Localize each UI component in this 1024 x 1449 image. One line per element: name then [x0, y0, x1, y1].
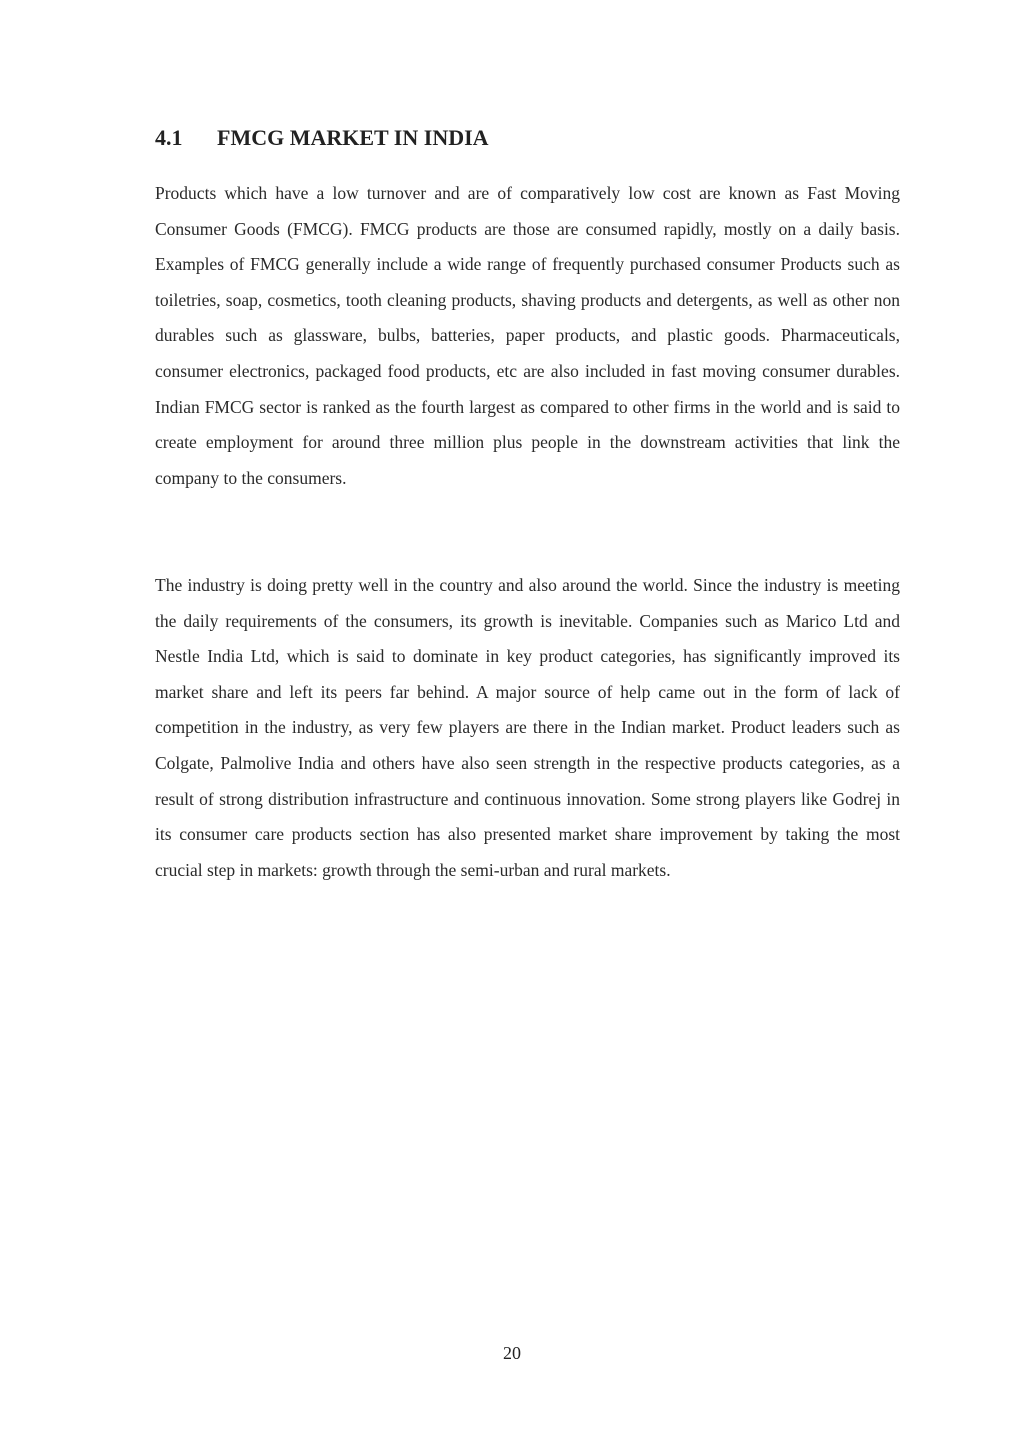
- body-paragraph: Products which have a low turnover and are of comparatively low cost are known as Fast Moving Consumer Goods (FMCG). FMCG products are those are consumed rapidly, mostly on a daily basis. Examples of FMCG generally include a wide range of frequently purchased consumer Products such as toiletries, soap, cosmetics, tooth cleaning products, shaving products and detergents, as well as other non durables such as glassware, bulbs, batteries, paper products, and plastic goods. Pharmaceuticals, consumer electronics, packaged food products, etc are also included in fast moving consumer durables. Indian FMCG sector is ranked as the fourth largest as compared to other firms in the world and is said to create employment for around three million plus people in the downstream activities that link the company to the consumers.: [155, 183, 900, 488]
- section-heading: [155, 124, 489, 152]
- section-number: 4.1: [155, 125, 183, 150]
- page-number: 20: [503, 1343, 521, 1363]
- body-paragraph: The industry is doing pretty well in the country and also around the world. Since the industry is meeting the daily requirements of the consumers, its growth is inevitable. Companies such as Marico Ltd and Nestle India Ltd, which is said to dominate in key product categories, has significantly improved its market share and left its peers far behind. A major source of help came out in the form of lack of competition in the industry, as very few players are there in the Indian market. Product leaders such as Colgate, Palmolive India and others have also seen strength in the respective products categories, as a result of strong distribution infrastructure and continuous innovation. Some strong players like Godrej in its consumer care products section has also presented market share improvement by taking the most crucial step in markets: growth through the semi-urban and rural markets.: [155, 575, 900, 880]
- section-title: FMCG MARKET IN INDIA: [217, 125, 489, 150]
